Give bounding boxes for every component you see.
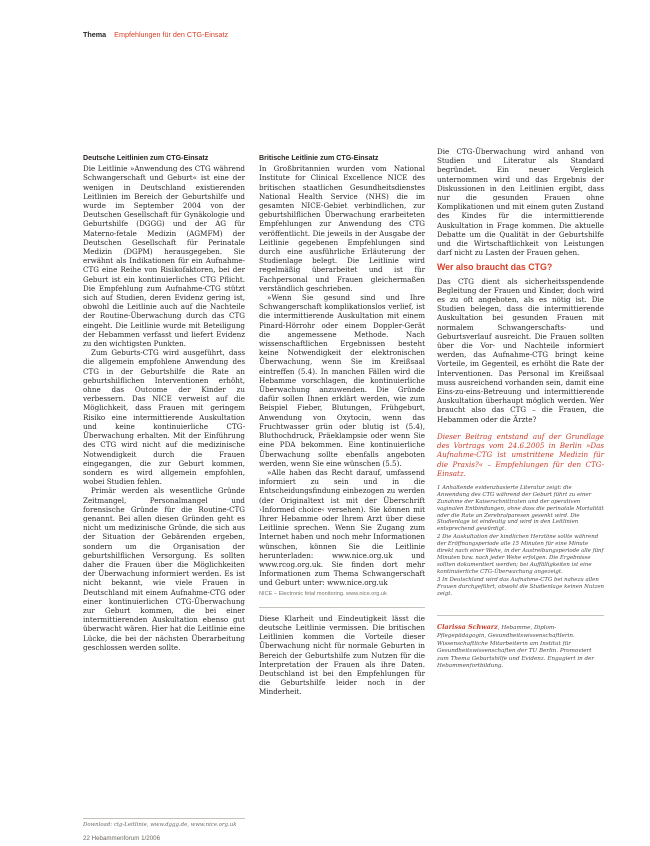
footnotes (437, 485, 604, 598)
lecture-note: Dieser Beitrag entstand auf der Grundlage des Vortrags vom 24.6.2005 in Berlin »Das Aufnahme-CTG ist umstrittene Medizin für die Praxis?« – Empfehlungen für den CTG-Einsatz. (437, 431, 604, 478)
col1-paragraph-3: Primär werden als wesentliche Gründe Zeitmangel, Personalmangel und forensische Gründe für die Routine-CTG genannt. Bei allen diesen Gründen geht es nicht um medizinische Gründe, die sich aus der Situation der Gebärenden ergeben, sondern um die Organisation der geburtshilflichen Versorgung. Es sollten daher die Frauen über die Möglichkeiten der Überwachung informiert werden. Es ist nicht bekannt, wie viele Frauen in Deutschland mit einem Aufnahme-CTG oder einer kontinuierlichen CTG-Überwachung zur Geburt kommen, die bei einer intermittierenden Auskultation ebenso gut überwacht wären. Hier hat die Leitlinie eine Lücke, die bei der nächsten Überarbeitung geschlossen werden sollte. (83, 486, 245, 652)
col3-paragraph-2: Das CTG dient als sicherheitsspendende Begleitung der Frauen und Kinder, doch wird es zu oft angeboten, als es nötig ist. Die Studien belegen, dass die intermittierende Auskultation bei gesunden Frauen mit normalem Schwangerschafts- und Geburtsverlauf ausreicht. Die Frauen sollten über die Vor- und Nachteile informiert werden, das Aufnahme-CTG bringt keine Vorteile, im Gegenteil, es erhöht die Rate der Interventionen. Das Personal im Kreißsaal muss ausreichend vorhanden sein, damit eine Eins-zu-eins-Betreuung und intermittierende Auskultation überhaupt möglich werden. Wer braucht also das CTG – die Frauen, die Hebammen oder die Ärzte? (437, 276, 604, 424)
column-2 (259, 154, 425, 697)
col2-paragraph-2: »Wenn Sie gesund sind und Ihre Schwangerschaft komplikationslos verlief, ist die intermittierende Auskultation mit einem Pinard-Hörrohr oder einem Doppler-Gerät die angemessene Methode. Nach wissenschaftlichen Ergebnissen besteht keine Notwendigkeit der elektronischen Überwachung, wenn Sie im Kreißsaal eintreffen (5.4). In manchen Fällen wird die Hebamme vorschlagen, die kontinuierliche Überwachung anzuwenden. Die Gründe dafür sollen Ihnen erklärt werden, wie zum Beispiel Fieber, Blutungen, Frühgeburt, Anwendung von Oxytocin, wenn das Fruchtwasser grün oder blutig ist (5.4), Bluthochdruck, Präeklampsie oder wenn Sie eine PDA bekommen. Eine kontinuierliche Überwachung sollte ebenfalls angeboten werden, wenn Sie eine wünschen (5.5). (259, 293, 425, 468)
header-theme: Thema (83, 30, 107, 39)
footnote: 3 In Deutschland wird das Aufnahme-CTG bei nahezu allen Frauen durchgeführt, obwohl die Studienlage keinen Nutzen zeigt. (437, 576, 605, 597)
download-footnote: Download: ctg-Leitlinie, www.dggg.de, www.nice.org.uk (83, 818, 245, 828)
nice-reference: NICE – Electronic fetal monitoring. www.nice.org.uk (259, 590, 387, 597)
col2-paragraph-1: In Großbritannien wurden vom National Institute for Clinical Excellence NICE des britischen staatlichen Gesundheitsdienstes National Health Service (NHS) die im gesamten NICE-Gebiet verbindlichen, zur geburtshilflichen Überwachung erarbeiteten Empfehlungen zur Anwendung des CTG veröffentlicht. Die jeweils in der Ausgabe der Leitlinie gegebenen Empfehlungen sind durch eine ausführliche Erläuterung der Studienlage belegt. Die Leitlinie wird regelmäßig überarbeitet und ist für Fachpersonal und Frauen gleichermaßen verständlich geschrieben. (259, 164, 425, 293)
british-guidelines-heading: Britische Leitlinie zum CTG-Einsatz (259, 154, 379, 162)
header-title: Empfehlungen für den CTG-Einsatz (114, 30, 229, 39)
column-3 (437, 147, 604, 671)
col1-paragraph-1: Die Leitlinie »Anwendung des CTG während Schwangerschaft und Geburt« ist eine der wenigen in Deutschland existierenden Leitlinien im Bereich der Geburtshilfe und wurde im September 2004 von der Deutschen Gesellschaft für Gynäkologie und Geburtshilfe (DGGG) und der AG für Materno-fetale Medizin (AGMFM) der Deutschen Gesellschaft für Perinatale Medizin (DGPM) herausgegeben. Sie erwähnt als Indikationen für ein Aufnahme-CTG eine Reihe von Risikofaktoren, bei der Geburt ist ein kontinuierliches CTG Pflicht. Die Empfehlung zum Aufnahme-CTG stützt sich auf Studien, deren Evidenz gering ist, obwohl die Leitlinie auch auf die Nachteile der Routine-Überwachung durch das CTG eingeht. Die Leitlinie wurde mit Beteiligung der Hebammen verfasst und liefert Evidenz zu den wichtigsten Punkten. (83, 164, 245, 349)
author-description: , Hebamme, Diplom-Pflegepädagogin, Gesundheitswissenschaftlerin. Wissenschaftliche Mitarbeiterin am Institut für Gesundheitswissenschaften der TU Berlin. Promoviert zum Thema Geburtshilfe und Evidenz. Engagiert in der Hebammenfortbildung. (437, 625, 595, 670)
author-bio (437, 624, 604, 671)
german-guidelines-heading: Deutsche Leitlinien zum CTG-Einsatz (83, 154, 209, 162)
footnote: 1 Anhaltende evidenzbasierte Literatur zeigt: die Anwendung des CTG während der Geburt führt zu einer Zunahme der Kaiserschnittraten und der operativen vaginalen Entbindungen, ohne dass die perinatale Mortalität oder die Rate an Zerebralparesen gesenkt wird. Die Studienlage ist eindeutig und wird in den Leitlinien entsprechend gewürdigt. (437, 484, 604, 533)
col2-paragraph-3: »Alle haben das Recht darauf, umfassend informiert zu sein und in die Entscheidungsfindung einbezogen zu werden (der Originaltext ist mit der Überschrift ›Informed choice‹ versehen). Sie können mit Ihrer Hebamme oder Ihrem Arzt über diese Leitlinie sprechen. Wenn Sie Zugang zum Internet haben und noch mehr Informationen wünschen, können Sie die Leitlinie herunterladen: www.nice.org.uk und www.rcog.org.uk. Sie finden dort mehr Informationen zum Thema Schwangerschaft und Geburt unter: www.nice.org.uk (259, 467, 425, 588)
col2-paragraph-4: Diese Klarheit und Eindeutigkeit lässt die deutsche Leitlinie vermissen. Die britischen Leitlinien kommen die Vorteile dieser Überwachung nicht für normale Geburten in Bereich der Geburtshilfe zum Nutzen für die Interpretation der Frauen als ihre Daten. Deutschland ist bei den Empfehlungen für die Geburtshilfe leider noch in der Minderheit. (259, 613, 425, 697)
col1-paragraph-2: Zum Geburts-CTG wird ausgeführt, dass die allgemein empfohlene Anwendung des CTG in der Geburtshilfe die Rate an geburtshilflichen Interventionen erhöht, ohne das Outcome der Kinder zu verbessern. Das NICE verweist auf die Möglichkeit, dass Frauen mit geringem Risiko eine intermittierende Auskultation und keine kontinuierliche CTG-Überwachung erhalten. Mit der Einführung des CTG wird nicht auf die medizinische Notwendigkeit durch die Frauen eingegangen, die zur Geburt kommen, sondern es wird allgemein empfohlen, wobei Studien fehlen. (83, 348, 245, 487)
column-1 (83, 154, 245, 652)
page-header (83, 30, 603, 39)
author-name: Clarissa Schwarz (437, 623, 498, 632)
section-divider (259, 607, 425, 608)
who-needs-ctg-heading: Wer also braucht das CTG? (437, 262, 553, 273)
author-box (437, 615, 604, 671)
footnote: 2 Die Auskultation der kindlichen Herztöne sollte während der Eröffnungsperiode alle 15 Minuten für eine Minute direkt nach einer Wehe, in der Austreibungsperiode alle fünf Minuten bzw. nach jeder Wehe erfolgen. Die Ergebnisse sollten dokumentiert werden; bei Auffälligkeiten ist eine kontinuierliche CTG-Überwachung angezeigt. (437, 534, 604, 575)
page-footer: 22 Hebammenforum 1/2006 (83, 835, 161, 842)
col3-paragraph-1: Die CTG-Überwachung wird anhand von Studien und Literatur als Standard begründet. Ein neuer Vergleich unternommen wird und das Ergebnis der Diskussionen in den Leitlinien ergibt, dass nur die gesunden Frauen ohne Komplikationen und mit einem guten Zustand des Kindes für die intermittierende Auskultation in Frage kommen. Die aktuelle Debatte um die Qualität in der Geburtshilfe und die Wirtschaftlichkeit von Leistungen darf nicht zu Lasten der Frauen gehen. (437, 147, 604, 258)
